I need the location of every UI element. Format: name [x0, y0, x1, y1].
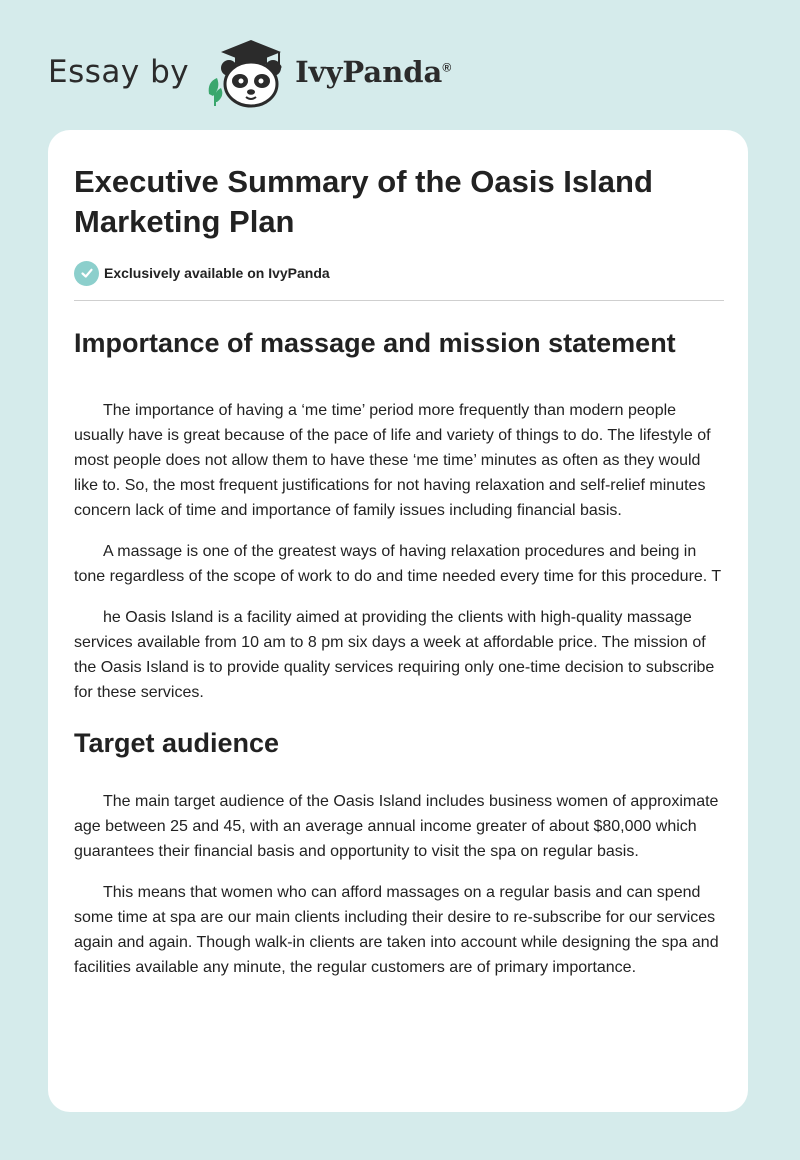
- essay-by-label: Essay by: [48, 54, 190, 90]
- exclusive-badge-text: Exclusively available on IvyPanda: [104, 265, 330, 281]
- exclusive-badge: [74, 260, 724, 286]
- paragraph: A massage is one of the greatest ways of having relaxation procedures and being in tone regardless of the scope of work to do and time needed every time for this procedure. T: [74, 543, 722, 585]
- site-header: [48, 36, 451, 108]
- article-content: [74, 162, 724, 980]
- section-heading-target-audience: Target audience: [74, 728, 280, 758]
- paragraph: The importance of having a ‘me time’ period more frequently than modern people usually have is great because of the pace of life and variety of things to do. The lifestyle of most people does not allow them to have these ‘me time’ minutes as often as they would like to. So, the most frequent justifications for not having relaxation and self-relief minutes concern lack of time and importance of family issues including financial basis.: [74, 402, 711, 519]
- paragraph: The main target audience of the Oasis Island includes business women of approximate age between 25 and 45, with an average annual income greater of about $80,000 which guarantees their financial basis and opportunity to visit the spa on regular basis.: [74, 793, 719, 860]
- brand-text: IvyPanda: [295, 55, 443, 89]
- section-heading-mission: Importance of massage and mission statement: [74, 328, 676, 358]
- panda-logo-icon[interactable]: [203, 36, 293, 108]
- article-title: Executive Summary of the Oasis Island Marketing Plan: [74, 164, 653, 239]
- check-circle-icon: [74, 261, 99, 286]
- registered-mark: ®: [442, 60, 452, 75]
- brand-name[interactable]: [295, 55, 451, 89]
- paragraph: This means that women who can afford massages on a regular basis and can spend some time at spa are our main clients including their desire to re-subscribe for our services again and again. Though walk-in clients are taken into account while designing the spa and facilities available any minute, the regular customers are of primary importance.: [74, 884, 719, 976]
- article-card: [48, 130, 748, 1112]
- divider: [74, 300, 724, 301]
- paragraph: he Oasis Island is a facility aimed at providing the clients with high-quality massage services available from 10 am to 8 pm six days a week at affordable price. The mission of the Oasis Island is to provide quality services requiring only one-time decision to subscribe for these services.: [74, 609, 715, 701]
